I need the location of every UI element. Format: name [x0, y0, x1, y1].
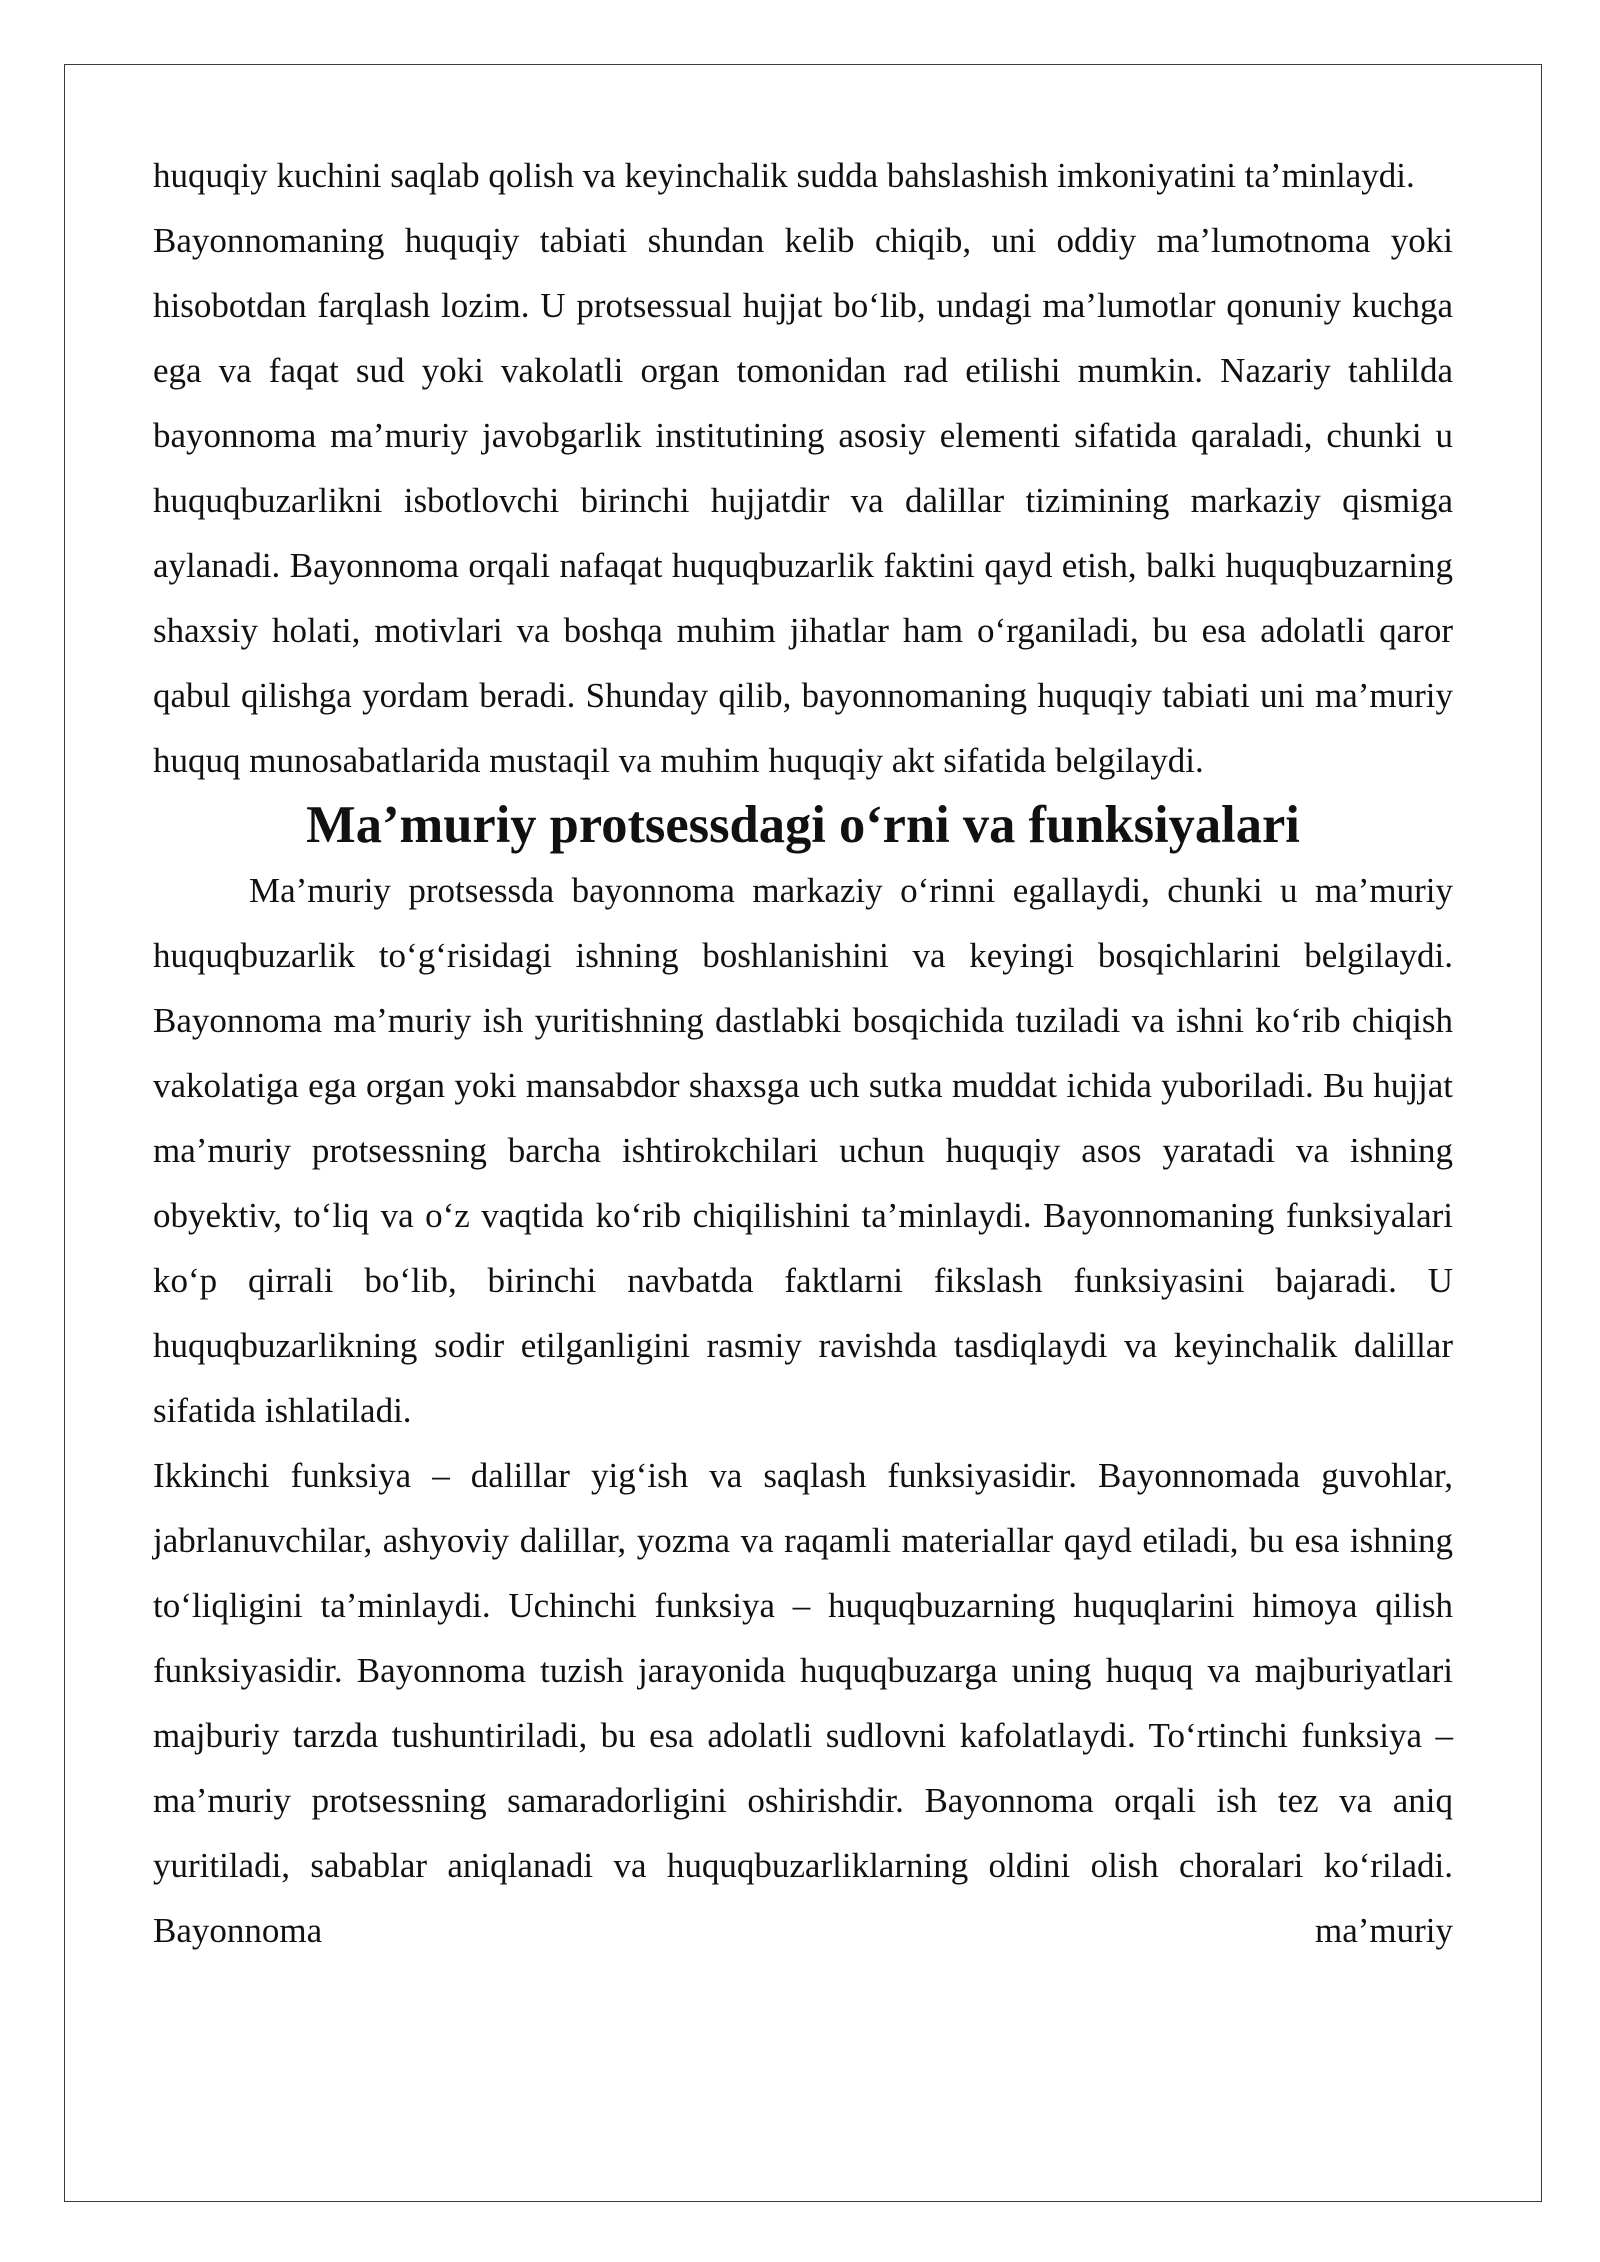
- section-heading: Ma’muriy protsessdagi o‘rni va funksiyalari: [306, 796, 1300, 854]
- paragraph-functions: Ikkinchi funksiya – dalillar yig‘ish va saqlash funksiyasidir. Bayonnomada guvohlar, jabrlanuvchilar, ashyoviy dalillar, yozma va raqamli materiallar qayd etiladi, bu esa ishning to‘liqligini ta’minlaydi. Uchinchi funksiya – huquqbuzarning huquqlarini himoya qilish funksiyasidir. Bayonnoma tuzish jarayonida huquqbuzarga uning huquq va majburiyatlari majburiy tarzda tushuntiriladi, bu esa adolatli sudlovni kafolatlaydi. To‘rtinchi funksiya – ma’muriy protsessning samaradorligini oshirishdir. Bayonnoma orqali ish tez va aniq yuritiladi, sabablar aniqlanadi va huquqbuzarliklarning oldini olish choralari ko‘riladi. Bayonnoma ma’muriy: [153, 1456, 1453, 1950]
- paragraph-role-in-process: Ma’muriy protsessda bayonnoma markaziy o‘rinni egallaydi, chunki u ma’muriy huquqbuzarlik to‘g‘risidagi ishning boshlanishini va keyingi bosqichlarini belgilaydi. Bayonnoma ma’muriy ish yuritishning dastlabki bosqichida tuziladi va ishni ko‘rib chiqish vakolatiga ega organ yoki mansabdor shaxsga uch sutka muddat ichida yuboriladi. Bu hujjat ma’muriy protsessning barcha ishtirokchilari uchun huquqiy asos yaratadi va ishning obyektiv, to‘liq va o‘z vaqtida ko‘rib chiqilishini ta’minlaydi. Bayonnomaning funksiyalari ko‘p qirrali bo‘lib, birinchi navbatda faktlarni fikslash funksiyasini bajaradi. U huquqbuzarlikning sodir etilganligini rasmiy ravishda tasdiqlaydi va keyinchalik dalillar sifatida ishlatiladi.: [153, 871, 1453, 1430]
- paragraph-legal-nature: Bayonnomaning huquqiy tabiati shundan kelib chiqib, uni oddiy ma’lumotnoma yoki hisobotdan farqlash lozim. U protsessual hujjat bo‘lib, undagi ma’lumotlar qonuniy kuchga ega va faqat sud yoki vakolatli organ tomonidan rad etilishi mumkin. Nazariy tahlilda bayonnoma ma’muriy javobgarlik institutining asosiy elementi sifatida qaraladi, chunki u huquqbuzarlikni isbotlovchi birinchi hujjatdir va dalillar tizimining markaziy qismiga aylanadi. Bayonnoma orqali nafaqat huquqbuzarlik faktini qayd etish, balki huquqbuzarning shaxsiy holati, motivlari va boshqa muhim jihatlar ham o‘rganiladi, bu esa adolatli qaror qabul qilishga yordam beradi. Shunday qilib, bayonnomaning huquqiy tabiati uni ma’muriy huquq munosabatlarida mustaqil va muhim huquqiy akt sifatida belgilaydi.: [153, 221, 1453, 780]
- paragraph-continuation: huquqiy kuchini saqlab qolish va keyinchalik sudda bahslashish imkoniyatini ta’minlaydi.: [153, 156, 1415, 195]
- document-body: [153, 143, 1453, 1963]
